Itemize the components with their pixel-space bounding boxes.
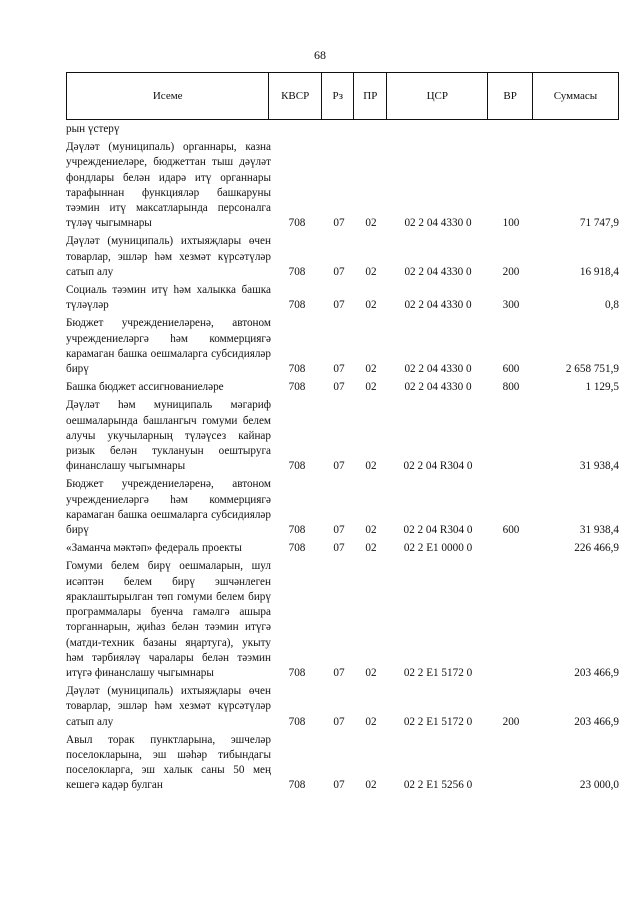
table-row [66, 283, 619, 313]
cell-sum: 31 938,4 [579, 524, 619, 537]
column-header-pr: ПР [354, 73, 387, 120]
cell-pr: 02 [365, 524, 377, 537]
cell-name: Бюджет учреждениеләренә, автоном учреждениеләргә һәм коммерциягә карамаган башка оешмаларга субсидияләр бирү [66, 478, 271, 537]
cell-name: Авыл торак пунктларына, эшчеләр поселокларына, эш шәһәр тибындагы поселокларга, эш халык саны 50 мең кешегә кадәр булган [66, 733, 271, 792]
cell-rz: 07 [333, 779, 345, 792]
cell-sum: 226 466,9 [574, 542, 619, 555]
table-row [66, 559, 619, 681]
cell-sum: 16 918,4 [579, 265, 619, 278]
cell-csr: 02 2 04 R304 0 [403, 524, 473, 537]
cell-name: Социаль тәэмин итү һәм халыкка башка түләүләр [66, 284, 271, 312]
cell-rz: 07 [333, 363, 345, 376]
cell-csr: 02 2 04 4330 0 [404, 217, 472, 230]
cell-rz: 07 [333, 265, 345, 278]
cell-kvsr: 708 [288, 542, 306, 555]
cell-pr: 02 [365, 217, 377, 230]
table-row [66, 733, 619, 794]
cell-rz: 07 [333, 217, 345, 230]
cell-sum: 203 466,9 [574, 666, 619, 679]
column-header-vr: ВР [488, 73, 532, 120]
cell-kvsr: 708 [288, 217, 306, 230]
cell-name: Дәүләт (муниципаль) ихтыяҗлары өчен товарлар, эшләр һәм хезмәт күрсәтүләр сатып алу [66, 685, 271, 728]
table-row [66, 541, 619, 556]
table-row [66, 316, 619, 377]
cell-name: «Заманча мәктәп» федераль проекты [66, 542, 242, 555]
cell-kvsr: 708 [288, 715, 306, 728]
cell-csr: 02 2 E1 0000 0 [403, 542, 473, 555]
cell-pr: 02 [365, 715, 377, 728]
table-row [66, 140, 619, 231]
cell-pr: 02 [365, 542, 377, 555]
cell-rz: 07 [333, 460, 345, 473]
cell-pr: 02 [365, 265, 377, 278]
cell-rz: 07 [333, 666, 345, 679]
cell-rz: 07 [333, 524, 345, 537]
cell-name: Гомуми белем бирү оешмаларын, шул исәптән белем бирү эшчәнлеген яраклаштырылган төп гомуми белем бирү программалары буенча гамәлгә ашыра торганнарын, җиһаз белән тәэмин итүгә (матди-техник базаны яңартуга), укыту һәм тәрбияләү чаралары белән тәэмин итүгә финанслашу чыгымнары [66, 560, 271, 679]
cell-kvsr: 708 [288, 363, 306, 376]
cell-rz: 07 [333, 542, 345, 555]
cell-kvsr: 708 [288, 779, 306, 792]
cell-kvsr: 708 [288, 666, 306, 679]
cell-csr: 02 2 E1 5172 0 [403, 715, 473, 728]
cell-pr: 02 [365, 460, 377, 473]
table-row [66, 234, 619, 280]
cell-pr: 02 [365, 381, 377, 394]
cell-pr: 02 [365, 779, 377, 792]
cell-vr: 300 [502, 299, 520, 312]
table-row [66, 122, 619, 137]
cell-name: Дәүләт (муниципаль) ихтыяҗлары өчен товарлар, эшләр һәм хезмәт күрсәтүләр сатып алу [66, 235, 271, 278]
cell-vr: 600 [502, 363, 520, 376]
cell-sum: 1 129,5 [585, 381, 619, 394]
cell-name: рын үстерү [66, 123, 120, 135]
cell-csr: 02 2 04 4330 0 [404, 381, 472, 394]
cell-sum: 2 658 751,9 [565, 363, 619, 376]
cell-csr: 02 2 04 4330 0 [404, 265, 472, 278]
cell-name: Бюджет учреждениеләренә, автоном учреждениеләргә һәм коммерциягә карамаган башка оешмаларга субсидияләр бирү [66, 317, 271, 376]
cell-vr: 600 [502, 524, 520, 537]
cell-sum: 0,8 [605, 299, 619, 312]
cell-csr: 02 2 04 R304 0 [403, 460, 473, 473]
column-header-csr: ЦСР [387, 73, 488, 120]
table-row [66, 684, 619, 730]
cell-pr: 02 [365, 299, 377, 312]
table-row [66, 380, 619, 395]
cell-csr: 02 2 E1 5172 0 [403, 666, 473, 679]
cell-csr: 02 2 04 4330 0 [404, 363, 472, 376]
cell-vr: 100 [502, 217, 520, 230]
column-header-rz: Рз [321, 73, 354, 120]
cell-kvsr: 708 [288, 381, 306, 394]
table-row [66, 477, 619, 538]
cell-sum: 23 000,0 [579, 779, 619, 792]
cell-csr: 02 2 04 4330 0 [404, 299, 472, 312]
cell-pr: 02 [365, 666, 377, 679]
cell-sum: 203 466,9 [574, 715, 619, 728]
cell-vr: 800 [502, 381, 520, 394]
cell-name: Дәүләт (муниципаль) органнары, казна учреждениеләре, бюджеттан тыш дәүләт фондлары белән идарә итү органнары тарафыннан функцияләр башкаруны тәэмин итү максатларында персоналга түләү чыгымнары [66, 141, 271, 230]
column-header-sum: Суммасы [532, 73, 618, 120]
cell-rz: 07 [333, 715, 345, 728]
cell-sum: 71 747,9 [579, 217, 619, 230]
cell-kvsr: 708 [288, 299, 306, 312]
cell-sum: 31 938,4 [579, 460, 619, 473]
cell-vr: 200 [502, 265, 520, 278]
cell-vr: 200 [502, 715, 520, 728]
table-body [66, 122, 619, 794]
cell-kvsr: 708 [288, 265, 306, 278]
column-header-kvsr: КВСР [269, 73, 322, 120]
cell-rz: 07 [333, 299, 345, 312]
cell-pr: 02 [365, 363, 377, 376]
cell-kvsr: 708 [288, 460, 306, 473]
cell-kvsr: 708 [288, 524, 306, 537]
table-row [66, 398, 619, 474]
cell-csr: 02 2 E1 5256 0 [403, 779, 473, 792]
cell-name: Башка бюджет ассигнованиеләре [66, 381, 224, 394]
table-header [66, 72, 619, 120]
cell-name: Дәүләт һәм муниципаль мәгариф оешмаларында башлангыч гомуми белем алучы укучыларның түләүсез кайнар ризык белән туклануын оештыруга финанслашу чыгымнары [66, 399, 271, 473]
cell-rz: 07 [333, 381, 345, 394]
page-number: 68 [314, 48, 326, 62]
column-header-name: Исеме [67, 73, 269, 120]
